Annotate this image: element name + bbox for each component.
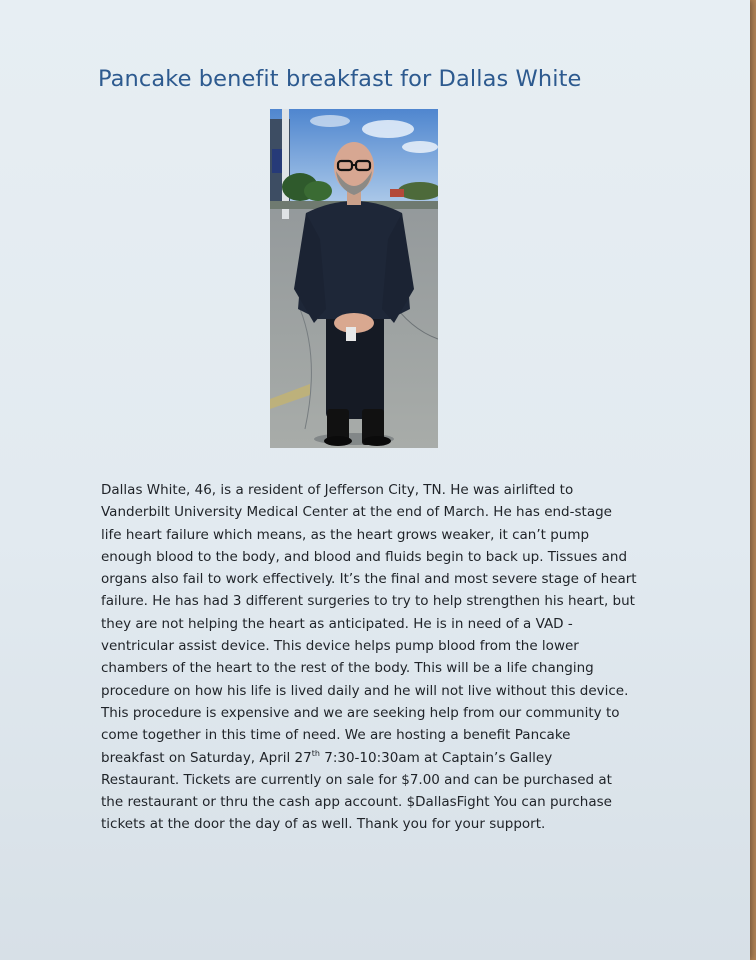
- body-line: organs also fail to work effectively. It’s the final and most severe stage of heart: [101, 571, 637, 588]
- body-line: they are not helping the heart as anticipated. He is in need of a VAD -: [101, 615, 573, 632]
- body-line: failure. He has had 3 different surgeries to try to help strengthen his heart, but: [101, 593, 635, 610]
- body-line: enough blood to the body, and blood and fluids begin to back up. Tissues and: [101, 548, 628, 565]
- body-line: This procedure is expensive and we are seeking help from our community to: [101, 704, 620, 721]
- flyer-body: [101, 479, 661, 836]
- body-line: life heart failure which means, as the heart grows weaker, it can’t pump: [101, 526, 590, 543]
- flyer-title: Pancake benefit breakfast for Dallas White: [98, 66, 582, 92]
- body-line: Restaurant. Tickets are currently on sale for $7.00 and can be purchased at: [101, 771, 612, 788]
- ordinal-suffix: th: [311, 748, 320, 758]
- body-line: ventricular assist device. This device helps pump blood from the lower: [101, 638, 579, 655]
- body-line: Vanderbilt University Medical Center at the end of March. He has end-stage: [101, 504, 612, 521]
- person-photo: [270, 109, 438, 448]
- body-line: come together in this time of need. We are hosting a benefit Pancake: [101, 727, 571, 744]
- event-time-text: 7:30-10:30am at Captain’s Galley: [319, 749, 553, 766]
- event-line: [101, 747, 661, 769]
- body-line: the restaurant or thru the cash app account. $DallasFight You can purchase: [101, 794, 612, 811]
- body-line: tickets at the door the day of as well. Thank you for your support.: [101, 816, 546, 833]
- body-line: procedure on how his life is lived daily and he will not live without this device.: [101, 682, 629, 699]
- body-line: Dallas White, 46, is a resident of Jefferson City, TN. He was airlifted to: [101, 482, 574, 498]
- body-line: chambers of the heart to the rest of the body. This will be a life changing: [101, 660, 594, 677]
- event-date-text: breakfast on Saturday, April 27: [101, 749, 312, 766]
